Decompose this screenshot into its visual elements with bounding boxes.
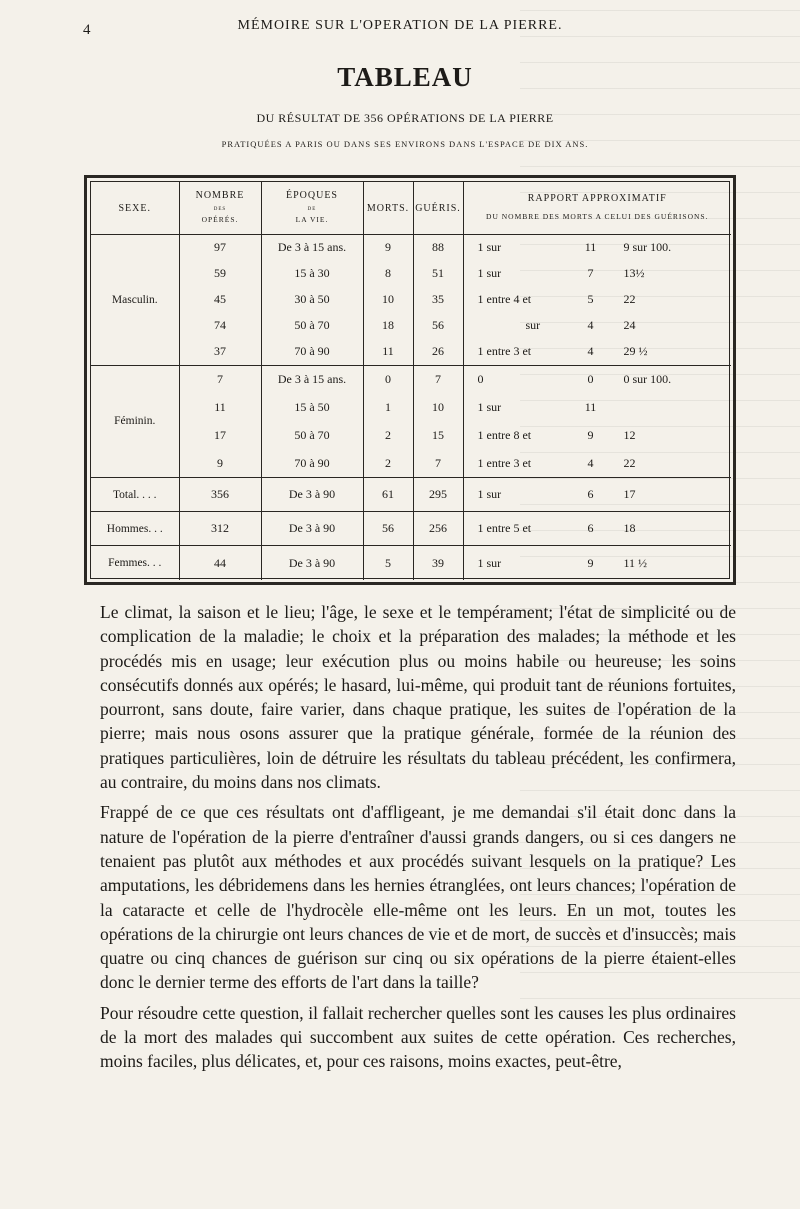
table-cell: 9 — [385, 240, 391, 255]
table-cell: 15 — [432, 427, 444, 442]
col-morts: MORTS. — [363, 182, 413, 235]
table-cell: 6 — [587, 521, 594, 536]
rapport-cell — [463, 512, 731, 546]
table-cell: Total. . . . — [91, 478, 179, 512]
table-cell: 50 à 70 — [294, 318, 330, 333]
paragraph: Pour résoudre cette question, il fallait rechercher quelles sont les causes les plus ordinaires de la mort des malades qui succombent aux suites de cette opération. Ces recherches, moins faciles, plus délicates, et, pour ces raisons, moins exactes, peut-être, — [100, 1002, 736, 1072]
table-cell: 1 entre 3 et — [477, 344, 532, 359]
table-cell: 0 — [587, 371, 594, 386]
body-text — [100, 600, 736, 1080]
table-title: TABLEAU — [337, 62, 473, 92]
table-cell: 18 — [623, 521, 636, 536]
table-cell: 97 — [214, 240, 226, 255]
table-cell: 1 entre 3 et — [477, 455, 532, 470]
table-cell: 1 entre 5 et — [477, 521, 532, 536]
table-cell: 9 sur 100. — [623, 240, 672, 255]
table-row-total — [91, 478, 731, 512]
col-nombre: NOMBRE des OPÉRÉS. — [179, 182, 261, 235]
table-cell: Hommes. . . — [91, 512, 179, 546]
table-cell: 7 — [435, 455, 441, 470]
table-cell: 7 — [217, 371, 223, 386]
results-table — [91, 182, 731, 580]
col-rapport: RAPPORT APPROXIMATIF DU NOMBRE DES MORTS A CELUI DES GUÉRISONS. — [463, 182, 731, 235]
col-gueris: GUÉRIS. — [413, 182, 463, 235]
table-cell: 45 — [214, 292, 226, 307]
table-cell: 7 — [435, 371, 441, 386]
table-cell: 1 entre 8 et — [477, 427, 532, 442]
table-cell: 9 — [217, 455, 223, 470]
table-cell: 70 à 90 — [294, 455, 330, 470]
morts-cell — [363, 365, 413, 477]
page-number: 4 — [83, 22, 91, 38]
table-cell: 1 sur — [477, 240, 502, 255]
table-cell: 37 — [214, 344, 226, 359]
table-cell: 26 — [432, 344, 444, 359]
results-table-inner — [90, 181, 730, 579]
table-cell: 9 — [587, 427, 594, 442]
sexe-label: Masculin. — [111, 293, 158, 306]
table-row-feminin — [91, 365, 731, 477]
table-cell: 2 — [385, 427, 391, 442]
table-cell: 11 — [382, 344, 394, 359]
table-header-row — [91, 182, 731, 235]
table-cell: 0 — [385, 371, 391, 386]
table-row-hommes — [91, 512, 731, 546]
table-cell: 30 à 50 — [294, 292, 330, 307]
table-cell: 44 — [179, 546, 261, 580]
table-cell: 2 — [385, 455, 391, 470]
table-cell: Femmes. . . — [91, 546, 179, 580]
table-cell: 5 — [363, 546, 413, 580]
table-cell: 0 sur 100. — [623, 371, 672, 386]
table-cell: 10 — [382, 292, 394, 307]
table-cell: 51 — [432, 266, 444, 281]
table-cell: De 3 à 15 ans. — [277, 240, 347, 255]
table-cell: 7 — [587, 266, 594, 281]
table-cell: 1 sur — [477, 266, 502, 281]
col-epoques: ÉPOQUES de LA VIE. — [261, 182, 363, 235]
table-cell: 12 — [623, 427, 636, 442]
table-cell: 22 — [623, 455, 636, 470]
table-cell: 5 — [587, 292, 594, 307]
table-cell: 9 — [587, 555, 594, 570]
table-cell: 4 — [587, 318, 594, 333]
table-cell: 11 — [584, 399, 597, 414]
table-cell: 1 entre 4 et — [477, 292, 532, 307]
table-cell: 356 — [179, 478, 261, 512]
epoques-cell — [261, 365, 363, 477]
table-cell: 18 — [382, 318, 394, 333]
running-title: MÉMOIRE SUR L'OPERATION DE LA PIERRE. — [237, 18, 563, 33]
table-cell: 4 — [587, 455, 594, 470]
table-cell: 13½ — [623, 266, 645, 281]
epoques-cell — [261, 235, 363, 366]
table-cell: 50 à 70 — [294, 427, 330, 442]
table-cell: 11 ½ — [623, 555, 648, 570]
table-cell: 56 — [363, 512, 413, 546]
table-row-masculin — [91, 235, 731, 366]
table-cell: 22 — [623, 292, 636, 307]
table-cell: 56 — [432, 318, 444, 333]
table-cell: 15 à 50 — [294, 399, 330, 414]
table-cell: 1 sur — [477, 399, 502, 414]
table-cell: 39 — [413, 546, 463, 580]
sexe-label: Féminin. — [91, 365, 179, 477]
table-cell: 1 sur — [477, 555, 502, 570]
paragraph: Le climat, la saison et le lieu; l'âge, le sexe et le tempérament; l'état de simplicité ou de complication de la maladie; le choix et la préparation des malades; la méthode et les procédés mis en usage; leur exécution plus ou moins habile ou heureuse; les soins consécutifs donnés aux opérés; le hasard, lui-même, qui produit tant de réunions fortuites, pourront, sans doute, faire varier, dans chaque pratique, les suites de l'opération de la pierre; mais nous osons assurer que la pratique générale, formée de la réunion des pratiques particulières, loin de détruire les résultats du tableau précédent, les confirmera, au contraire, du moins dans nos climats. — [100, 602, 736, 793]
rapport-cell — [463, 478, 731, 512]
paragraph: Frappé de ce que ces résultats ont d'affligeant, je me demandai s'il était donc dans la nature de l'opération de la pierre d'entraîner d'aussi grands dangers, ou si ces dangers ne tenaient pas plutôt aux méthodes et aux procédés suivant lesquels on la pratique? Les amputations, les débridemens dans les hernies étranglées, ont leurs chances; l'opération de la cataracte et celle de l'hydrocèle elle-même ont les leurs. En un mot, toutes les opérations de la chirurgie ont leurs chances de vie et de mort, de succès et d'insuccès; mais quatre ou cinq chances de guérison sur cinq ou six opérations de la pierre étaient-elles donc le dernier terme des efforts de l'art dans la taille? — [100, 802, 736, 993]
rapport-cell — [463, 235, 731, 366]
table-cell: 61 — [363, 478, 413, 512]
table-cell: De 3 à 15 ans. — [277, 371, 347, 386]
table-cell: 0 — [477, 371, 484, 386]
morts-cell — [363, 235, 413, 366]
table-cell: De 3 à 90 — [261, 546, 363, 580]
table-cell: De 3 à 90 — [261, 478, 363, 512]
table-cell: 295 — [413, 478, 463, 512]
table-cell: 29 ½ — [623, 344, 648, 359]
table-cell: 312 — [179, 512, 261, 546]
operes-cell — [179, 235, 261, 366]
table-cell: 70 à 90 — [294, 344, 330, 359]
table-subtitle-secondary: PRATIQUÉES A PARIS OU DANS SES ENVIRONS DANS L'ESPACE DE DIX ANS. — [221, 139, 589, 149]
table-cell: 17 — [623, 487, 636, 502]
table-cell: 15 à 30 — [294, 266, 330, 281]
table-cell: 1 sur — [477, 487, 502, 502]
table-cell: 11 — [214, 399, 226, 414]
table-cell: 10 — [432, 399, 444, 414]
col-sexe: SEXE. — [91, 182, 179, 235]
table-cell: 4 — [587, 344, 594, 359]
table-subtitle: DU RÉSULTAT DE 356 OPÉRATIONS DE LA PIERRE — [256, 111, 554, 125]
results-table-frame — [84, 175, 736, 585]
table-cell — [606, 400, 732, 415]
table-cell: 35 — [432, 292, 444, 307]
table-cell: De 3 à 90 — [261, 512, 363, 546]
table-cell: sur — [525, 318, 541, 333]
gueris-cell — [413, 365, 463, 477]
table-cell: 11 — [584, 240, 597, 255]
gueris-cell — [413, 235, 463, 366]
rapport-cell — [463, 546, 731, 580]
table-cell: 8 — [385, 266, 391, 281]
table-cell: 1 — [385, 399, 391, 414]
table-cell: 256 — [413, 512, 463, 546]
table-cell: 17 — [214, 427, 226, 442]
operes-cell — [179, 365, 261, 477]
table-cell: 88 — [432, 240, 444, 255]
table-row-femmes — [91, 546, 731, 580]
table-cell: 24 — [623, 318, 636, 333]
table-cell: 59 — [214, 266, 226, 281]
rapport-cell — [463, 365, 731, 477]
table-cell: 6 — [587, 487, 594, 502]
table-cell: 74 — [214, 318, 226, 333]
